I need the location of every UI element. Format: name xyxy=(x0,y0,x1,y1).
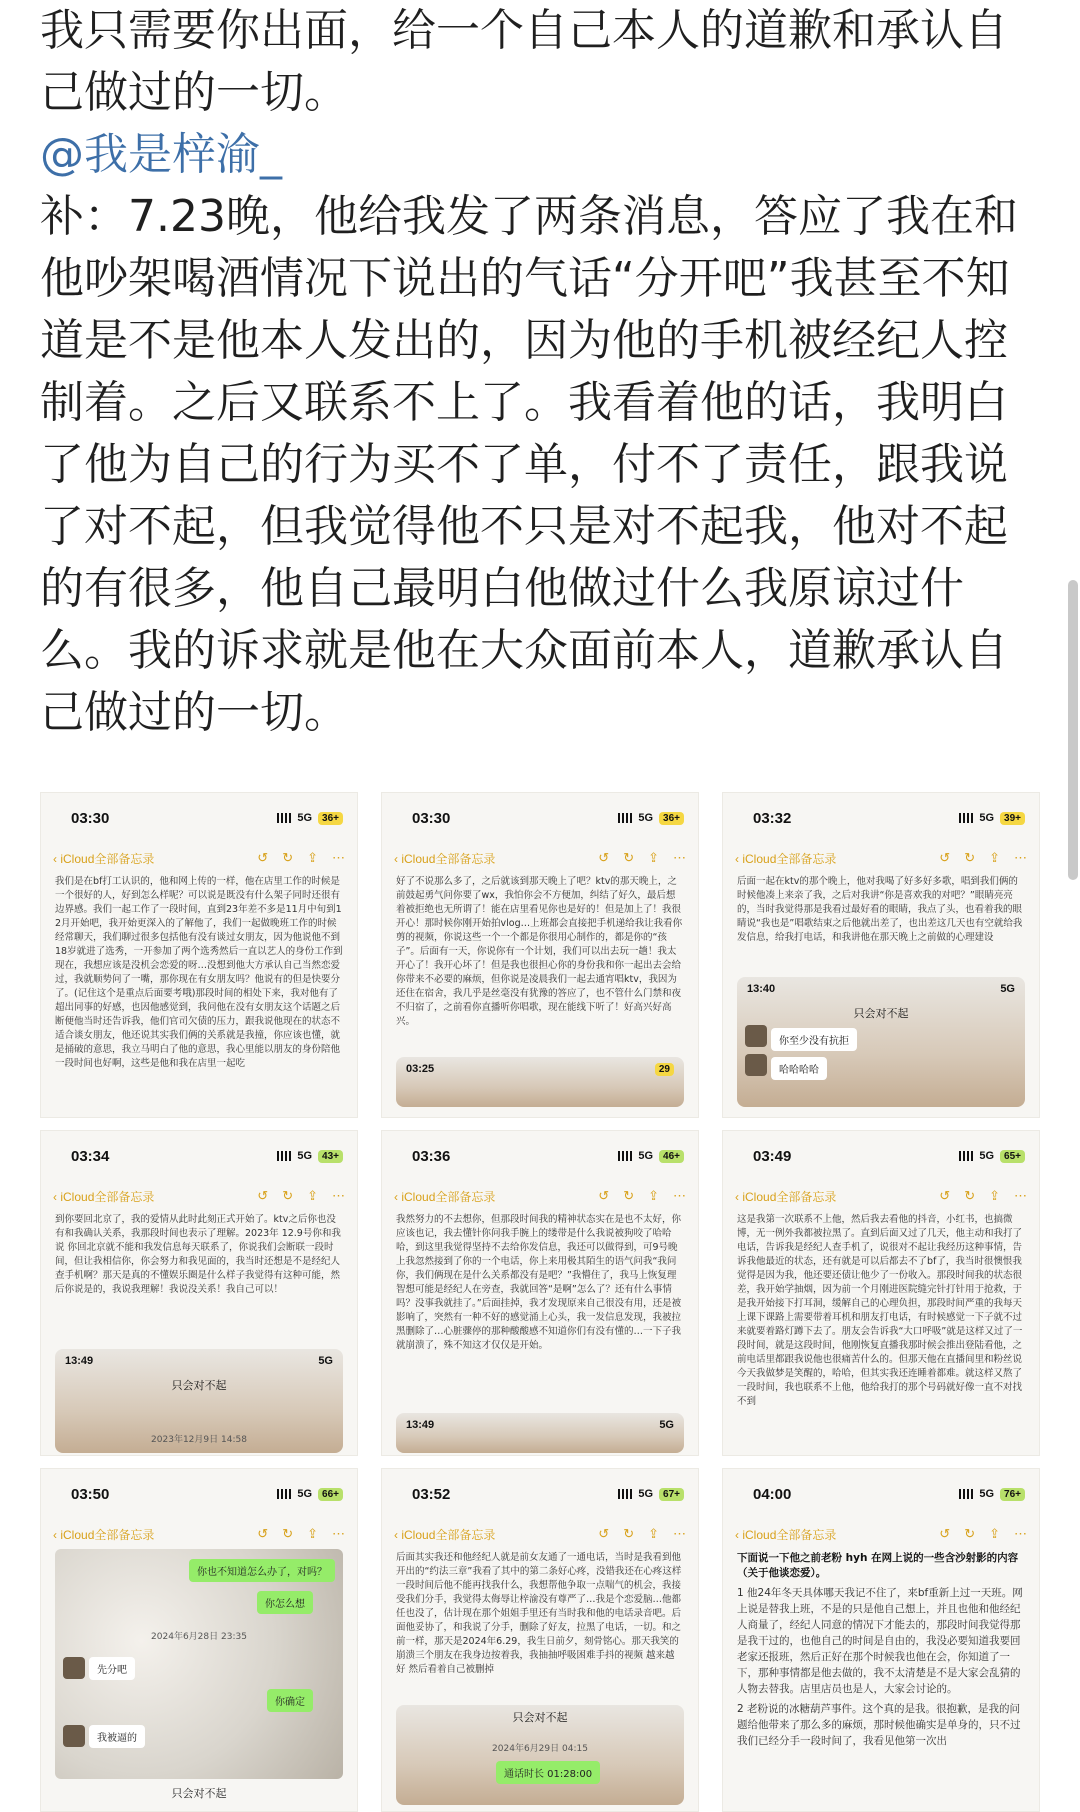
chat-bubble: 你怎么想 xyxy=(257,1591,313,1614)
notes-back-button[interactable]: ‹ iCloud全部备忘录 xyxy=(53,1189,155,1204)
note-text: 我然努力的不去想你，但那段时间我的精神状态实在是也不太好，你应该也记，我去懂针你问我手腕上的缕带是什么我说被狗咬了哈哈哈，到这里我觉得坚持不去给你发信息，我还可以做得到，可9号晚上我忽然接到了你的一个电话，你上来用极其陌生的语气问我“我问你，我们俩现在是什么关系都没有是吧？”我懵住了，我马上恢复理智想可能是经纪人在旁查，我就回答“是啊”怎么了？还有什么事情吗？没事我就挂了。”后面挂掉，我才发现原来自己很没有用，还是被影响了，突然有一种不好的感觉涌上心头，我一发信息发现，我被拉黑删除了…心脏骤停的那种酸酸感不知道你们有没有懂的…一下子我就崩溃了，殊不知这才仅仅是开始。 xyxy=(396,1214,682,1351)
scrollbar[interactable] xyxy=(1068,580,1078,880)
note-text: 这是我第一次联系不上他，然后我去看他的抖音，小红书，也搞微博，无一例外我都被拉黑了。直到后面又过了几天，他主动和我打了电话，告诉我是经纪人查手机了，说很对不起让我经历这种事情，告诉我他最近的状态，还有就是可以后都去不了bf了，我当时很懊恨我觉得是因为我，他还要还债让他少了一份收入。那段时间我的状态很差，我开始学抽烟，因为前一个月刚进医院缝完针打针用于抢救，于是我开始接下打耳洞，缓解自己的心理负担，那段时间严重的我每天上课下课路上需要带着耳机和朋友打电话，有时候感觉一下子就不过来就要着路灯蹲下去了。朋友会告诉我“大口呼吸”就是这样又过了一段时间，就是这段时间，他刚恢复直播我那时候会推出登陆看他，之前电话里都跟我说他也很痛苦什么的。但那天他在直播间里和粉丝说今天我做梦是笑醒的，哈哈，但其实我还连睡着都难。就这样又熬了一段时间，我也联系不上他，他给我打的那个号码就好像一直不对找不到 xyxy=(737,1214,1023,1407)
battery-badge: 67+ xyxy=(659,1488,684,1501)
redo-icon[interactable]: ↻ xyxy=(964,1526,976,1541)
signal-icon xyxy=(959,1489,973,1499)
undo-icon[interactable]: ↺ xyxy=(257,850,269,865)
undo-icon[interactable]: ↺ xyxy=(939,1526,951,1541)
battery-badge: 43+ xyxy=(318,1150,343,1163)
chat-footer-title: 只会对不起 xyxy=(171,1787,227,1800)
status-bar xyxy=(382,1131,698,1181)
embedded-network: 5G xyxy=(318,1355,333,1367)
status-time: 04:00 xyxy=(753,1485,792,1503)
chat-bubble: 我被逼的 xyxy=(89,1725,145,1748)
more-icon[interactable]: ⋯ xyxy=(1014,1526,1027,1541)
status-bar xyxy=(723,793,1039,843)
chat-bubble: 哈哈哈哈 xyxy=(771,1057,827,1080)
embedded-network: 5G xyxy=(1000,983,1015,995)
share-icon[interactable]: ⇪ xyxy=(648,850,659,865)
note-text: 后面一起在ktv的那个晚上，他对我喝了好多好多歌，唱到我们俩的时候他凑上来亲了我，之后对我讲“你是喜欢我的对吧？”眼睛亮亮的，当时我觉得那是我看过最好看的眼睛，我点了头，也看着我的眼睛说“我也是”唱歌结束之后他就出差了，也出差这几天也有空就给我发信息，给我打电话，和我讲他在那天晚上之前做的心理建设 xyxy=(737,876,1023,943)
screenshot-6[interactable] xyxy=(722,1130,1040,1456)
share-icon[interactable]: ⇪ xyxy=(989,1188,1000,1203)
embedded-screenshot xyxy=(396,1705,684,1805)
notes-back-button[interactable]: ‹ iCloud全部备忘录 xyxy=(394,1527,496,1542)
share-icon[interactable]: ⇪ xyxy=(648,1188,659,1203)
network-label: 5G xyxy=(297,1150,313,1162)
network-label: 5G xyxy=(979,1150,995,1162)
battery-badge: 46+ xyxy=(659,1150,684,1163)
embedded-time: 13:49 xyxy=(65,1355,94,1367)
undo-icon[interactable]: ↺ xyxy=(257,1526,269,1541)
network-label: 5G xyxy=(979,812,995,824)
more-icon[interactable]: ⋯ xyxy=(332,1188,345,1203)
share-icon[interactable]: ⇪ xyxy=(648,1526,659,1541)
signal-icon xyxy=(618,1151,632,1161)
notes-back-label: iCloud全部备忘录 xyxy=(60,1527,155,1542)
share-icon[interactable]: ⇪ xyxy=(307,1188,318,1203)
notes-back-button[interactable]: ‹ iCloud全部备忘录 xyxy=(394,1189,496,1204)
embedded-time: 13:40 xyxy=(747,983,776,995)
embedded-screenshot xyxy=(396,1057,684,1107)
avatar xyxy=(745,1054,767,1076)
redo-icon[interactable]: ↻ xyxy=(282,1526,294,1541)
battery-badge: 66+ xyxy=(318,1488,343,1501)
undo-icon[interactable]: ↺ xyxy=(598,1526,610,1541)
notes-toolbar xyxy=(723,1519,1039,1549)
chat-bubble: 你至少没有抗拒 xyxy=(771,1028,857,1051)
network-label: 5G xyxy=(297,1488,313,1500)
battery-badge: 76+ xyxy=(1000,1488,1025,1501)
embedded-time: 13:49 xyxy=(406,1419,435,1431)
embedded-battery: 29 xyxy=(655,1063,674,1076)
call-duration-bubble: 通话时长 01:28:00 xyxy=(496,1761,600,1784)
status-bar xyxy=(382,793,698,843)
status-bar xyxy=(382,1469,698,1519)
status-time: 03:49 xyxy=(753,1147,792,1165)
share-icon[interactable]: ⇪ xyxy=(307,1526,318,1541)
note-text: 到你要回北京了，我的爱情从此时此刻正式开始了。ktv之后你也没有和我确认关系，我那段时间也表示了理解。2023年 12.9号你和我说 你回北京就不能和我发信息每天联系了，你说我们会断联一段时间，但让我相信你，你会努力和我见面的，我当时还想是不是经纪人查手机啊？那天是真的不懂娱乐圈是什么样子我觉得有这种可能，然后你说是的，我说我理解！我说没关系！我自己可以！ xyxy=(55,1214,341,1295)
undo-icon[interactable]: ↺ xyxy=(598,850,610,865)
embedded-screenshot xyxy=(396,1413,684,1453)
screenshot-1[interactable] xyxy=(40,792,358,1118)
notes-back-button[interactable]: ‹ iCloud全部备忘录 xyxy=(735,1189,837,1204)
user-mention-link[interactable]: @我是梓渝_ xyxy=(40,129,282,180)
chat-bubble: 先分吧 xyxy=(89,1657,135,1680)
more-icon[interactable]: ⋯ xyxy=(1014,850,1027,865)
notes-back-label: iCloud全部备忘录 xyxy=(742,851,837,866)
notes-toolbar xyxy=(723,843,1039,873)
battery-badge: 36+ xyxy=(318,812,343,825)
share-icon[interactable]: ⇪ xyxy=(989,1526,1000,1541)
note-text-2: 2 老粉说的冰糖葫芦事件。这个真的是我。很抱歉，是我的问题给他带来了那么多的麻烦，那时候他确实是单身的，只不过我们已经分手一段时间了，我看见他第一次出 xyxy=(737,1703,1021,1747)
screenshot-3[interactable] xyxy=(722,792,1040,1118)
image-grid xyxy=(40,792,1040,1812)
status-bar xyxy=(723,1131,1039,1181)
notes-back-button[interactable]: ‹ iCloud全部备忘录 xyxy=(53,1527,155,1542)
status-time: 03:32 xyxy=(753,809,792,827)
note-text: 1 他24年冬天具体哪天我记不住了，来bf重新上过一天班。网上说是替我上班，不是的只是他自己想上，并且也他和他经纪人商量了，经纪人同意的情况下才能去的，那段时间我觉得那是我干过的，也他自己的时间是自由的，我没必要知道我要回老家还报班，然后正好在那个时候我也他在会，你知道了一下，那种事情都是他去做的，我不太清楚是不是大家会乱猜的人物去替我。店里店员也是人，大家会讨论的。 xyxy=(737,1587,1023,1695)
notes-toolbar xyxy=(382,1519,698,1549)
note-text: 后面其实我还和他经纪人就是前女友通了一通电话，当时是我看到他开出的“约法三章”我看了其中的第二条好心疼，没错我还在心疼这样一段时间后他不能再找我什么，我想帮他争取一点喘气的机会，我接受我们分手，我觉得太侮辱让梓渝没有尊严了…我是个恋爱脑…他都任也没了，估计现在那个姐姐手里还有当时我和他的电话录音吧。后面他妥协了，和我说了分手，删除了好友，拉黑了电话，一切。和之前一样，那天是2024年6.29，我生日前夕，刻骨铭心。那天我笑的崩溃三个朋友在我身边按着我，我抽抽呼吸困难手抖的视频 越来越好 然后看着自己被删掉 xyxy=(396,1552,682,1675)
battery-badge: 36+ xyxy=(659,812,684,825)
notes-back-label: iCloud全部备忘录 xyxy=(60,851,155,866)
screenshot-8[interactable] xyxy=(381,1468,699,1812)
status-bar xyxy=(41,793,357,843)
more-icon[interactable]: ⋯ xyxy=(1014,1188,1027,1203)
network-label: 5G xyxy=(297,812,313,824)
status-time: 03:50 xyxy=(71,1485,110,1503)
notes-toolbar xyxy=(382,1181,698,1211)
status-bar xyxy=(723,1469,1039,1519)
share-icon[interactable]: ⇪ xyxy=(307,850,318,865)
notes-back-label: iCloud全部备忘录 xyxy=(401,1189,496,1204)
notes-back-label: iCloud全部备忘录 xyxy=(401,1527,496,1542)
screenshot-7[interactable] xyxy=(40,1468,358,1812)
notes-back-button[interactable]: ‹ iCloud全部备忘录 xyxy=(735,1527,837,1542)
battery-badge: 39+ xyxy=(1000,812,1025,825)
chat-timestamp: 2023年12月9日 14:58 xyxy=(151,1435,247,1445)
embedded-screenshot xyxy=(55,1349,343,1453)
screenshot-2[interactable] xyxy=(381,792,699,1118)
chat-bubble: 你也不知道怎么办了，对吗？ xyxy=(189,1559,335,1582)
notes-back-button[interactable]: ‹ iCloud全部备忘录 xyxy=(735,851,837,866)
notes-back-label: iCloud全部备忘录 xyxy=(60,1189,155,1204)
signal-icon xyxy=(959,813,973,823)
note-text: 好了不说那么多了，之后就该到那天晚上了吧？ktv的那天晚上，之前鼓起勇气问你要了wx，我怕你会不方便加，纠结了好久，最后想着被拒绝也无所谓了！能在店里看见你也是好的！但是加上了！我很开心！那时候你刚开始拍vlog…上班都会直接把手机递给我让我看你剪的视频，你说这些一个一个都是你很用心制作的，都是你的“孩子”。后面有一天，你说你有一个计划，我们可以出去玩一趟！我太开心了！我开心坏了！但是我也很担心你的身份我和你一起出去会给你带来不必要的麻烦，但你说是凌晨我们一起去通宵唱ktv，我因为还住在宿舍，我几乎是丝毫没有犹豫的答应了，也不管什么门禁和夜不归宿了，之前看你直播听你唱歌，现在能线下听了！好高兴好高兴。 xyxy=(396,876,683,1027)
signal-icon xyxy=(618,813,632,823)
chat-timestamp: 2024年6月29日 04:15 xyxy=(492,1744,588,1754)
redo-icon[interactable]: ↻ xyxy=(623,1188,635,1203)
redo-icon[interactable]: ↻ xyxy=(623,1526,635,1541)
undo-icon[interactable]: ↺ xyxy=(939,1188,951,1203)
redo-icon[interactable]: ↻ xyxy=(282,850,294,865)
status-time: 03:30 xyxy=(71,809,110,827)
redo-icon[interactable]: ↻ xyxy=(282,1188,294,1203)
status-bar xyxy=(41,1131,357,1181)
redo-icon[interactable]: ↻ xyxy=(623,850,635,865)
avatar xyxy=(745,1025,767,1047)
notes-toolbar xyxy=(41,843,357,873)
notes-toolbar xyxy=(382,843,698,873)
network-label: 5G xyxy=(979,1488,995,1500)
chat-screenshot-photo xyxy=(55,1549,343,1779)
notes-back-label: iCloud全部备忘录 xyxy=(401,851,496,866)
status-time: 03:34 xyxy=(71,1147,110,1165)
undo-icon[interactable]: ↺ xyxy=(257,1188,269,1203)
signal-icon xyxy=(959,1151,973,1161)
avatar xyxy=(63,1657,85,1679)
battery-badge: 65+ xyxy=(1000,1150,1025,1163)
more-icon[interactable]: ⋯ xyxy=(673,850,686,865)
more-icon[interactable]: ⋯ xyxy=(332,1526,345,1541)
network-label: 5G xyxy=(638,1488,654,1500)
notes-back-button[interactable]: ‹ iCloud全部备忘录 xyxy=(53,851,155,866)
chat-timestamp: 2024年6月28日 23:35 xyxy=(151,1632,247,1642)
embedded-time: 03:25 xyxy=(406,1063,435,1075)
redo-icon[interactable]: ↻ xyxy=(964,1188,976,1203)
screenshot-5[interactable] xyxy=(381,1130,699,1456)
signal-icon xyxy=(277,813,291,823)
status-time: 03:30 xyxy=(412,809,451,827)
post-paragraph-1: 我只需要你出面，给一个自己本人的道歉和承认自己做过的一切。 xyxy=(40,5,1008,118)
embedded-network: 5G xyxy=(659,1419,674,1431)
embedded-chat-title: 只会对不起 xyxy=(171,1379,227,1392)
status-time: 03:52 xyxy=(412,1485,451,1503)
network-label: 5G xyxy=(638,812,654,824)
network-label: 5G xyxy=(638,1150,654,1162)
avatar xyxy=(63,1725,85,1747)
embedded-screenshot xyxy=(737,977,1025,1107)
screenshot-9[interactable] xyxy=(722,1468,1040,1812)
share-icon[interactable]: ⇪ xyxy=(989,850,1000,865)
note-text: 我们是在bf打工认识的，他和网上传的一样，他在店里工作的时候是一个很好的人，好到怎么样呢？可以说是既没有什么架子同时还很有边界感。我们一起工作了一段时间，直到23年差不多是11月中旬到12月开始吧，我开始更深入的了解他了，我们一起做晚班工作的时候经常聊天，我们聊过很多包括他有没有谈过女朋友，因为他说他不到18岁就进了选秀，一开参加了两个选秀然后一直以艺人的身份工作到现在，我想应该是没机会恋爱的呀…没想到他大方承认自己当然恋爱过，我就顺势问了一嘴，那你现在有女朋友吗？他说有的但是快要分了。(记住这个是重点后面要考哦)那段时间的相处下来，我对他有了超出同事的好感，也因他感觉到，我问他在没有女朋友这个话题之后断便他当时还告诉我，他们官司欠债的压力，跟我说他现在的状态不适合谈女朋友，他还说其实我们俩的关系就是我撞，你应该也懂，就是捅破的意思，我立马明白了他的意思，我心里能以朋友的身份陪他一段时间也好啊，这些是他和我在店里一起吃 xyxy=(55,876,343,1069)
notes-back-label: iCloud全部备忘录 xyxy=(742,1189,837,1204)
undo-icon[interactable]: ↺ xyxy=(598,1188,610,1203)
notes-back-button[interactable]: ‹ iCloud全部备忘录 xyxy=(394,851,496,866)
more-icon[interactable]: ⋯ xyxy=(332,850,345,865)
note-heading: 下面说一下他之前老粉 hyh 在网上说的一些含沙射影的内容（关于他谈恋爱）。 xyxy=(737,1552,1019,1579)
post-paragraph-2: 补：7.23晚，他给我发了两条消息，答应了我在和他吵架喝酒情况下说出的气话“分开吧”我甚至不知道是不是他本人发出的，因为他的手机被经纪人控制着。之后又联系不上了。我看着他的话，我明白了他为自己的行为买不了单，付不了责任，跟我说了对不起，但我觉得他不只是对不起我，他对不起的有很多，他自己最明白他做过什么我原谅过什么。我的诉求就是他在大众面前本人，道歉承认自己做过的一切。 xyxy=(40,191,1018,738)
more-icon[interactable]: ⋯ xyxy=(673,1526,686,1541)
notes-toolbar xyxy=(41,1181,357,1211)
notes-toolbar xyxy=(723,1181,1039,1211)
screenshot-4[interactable] xyxy=(40,1130,358,1456)
status-time: 03:36 xyxy=(412,1147,451,1165)
post-text xyxy=(40,0,1040,744)
signal-icon xyxy=(277,1151,291,1161)
notes-toolbar xyxy=(41,1519,357,1549)
embedded-chat-title: 只会对不起 xyxy=(512,1711,568,1724)
embedded-chat-title: 只会对不起 xyxy=(853,1007,909,1020)
notes-back-label: iCloud全部备忘录 xyxy=(742,1527,837,1542)
signal-icon xyxy=(618,1489,632,1499)
undo-icon[interactable]: ↺ xyxy=(939,850,951,865)
status-bar xyxy=(41,1469,357,1519)
signal-icon xyxy=(277,1489,291,1499)
more-icon[interactable]: ⋯ xyxy=(673,1188,686,1203)
chat-bubble: 你确定 xyxy=(267,1689,313,1712)
redo-icon[interactable]: ↻ xyxy=(964,850,976,865)
